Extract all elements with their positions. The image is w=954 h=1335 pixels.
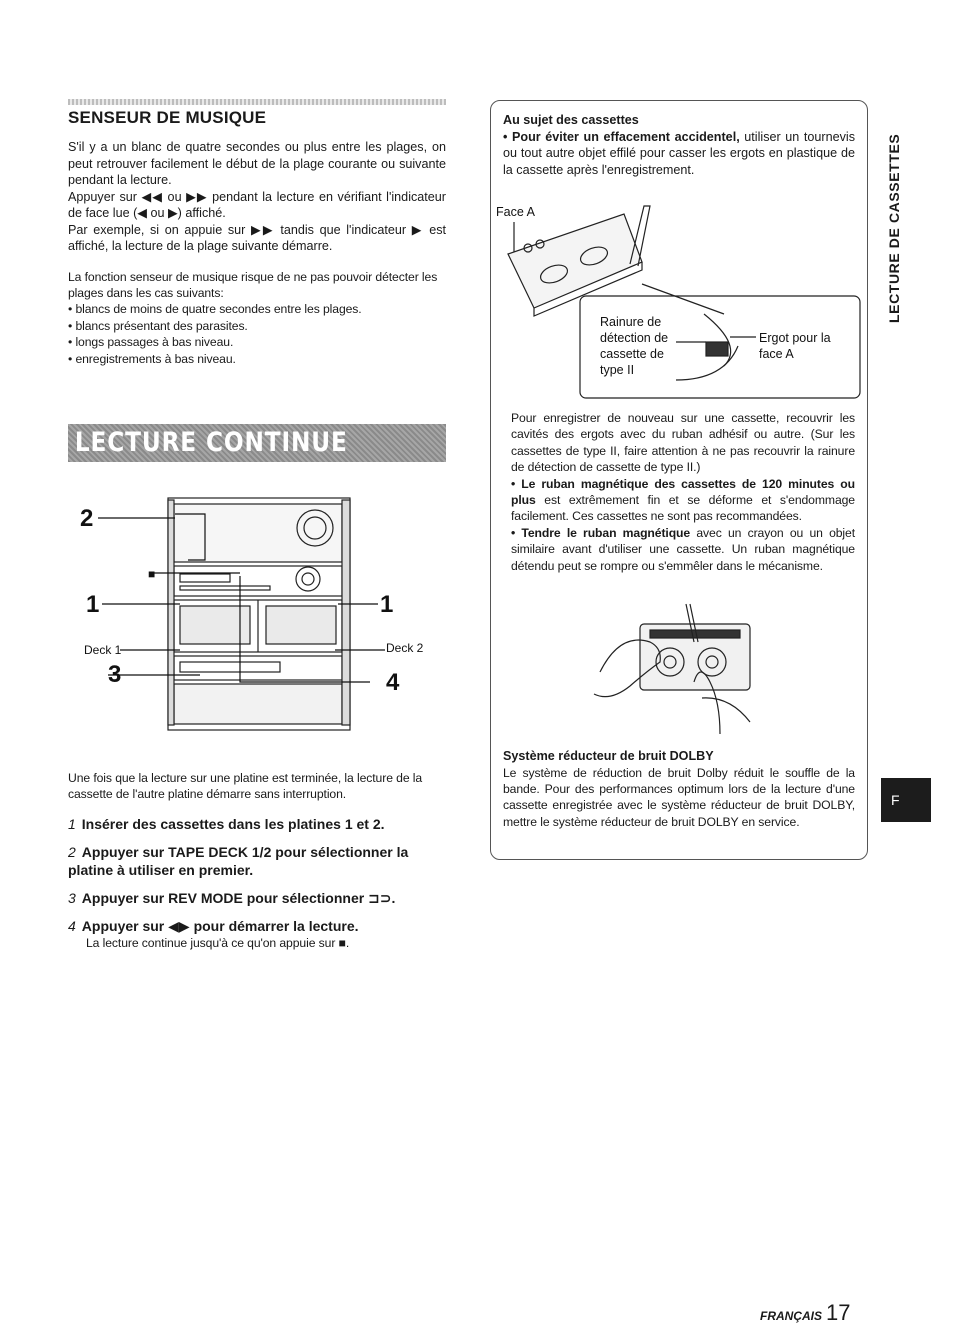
- cassettes-bullet-1: [503, 129, 855, 179]
- lecture-body: [68, 770, 446, 951]
- step-2-num: 2: [68, 843, 76, 860]
- senseur-p4: La fonction senseur de musique risque de ne pas pouvoir détecter les plages dans les cas suivants:: [68, 269, 438, 300]
- label-deck-1: Deck 1: [84, 643, 122, 657]
- cassettes-notes: [511, 410, 855, 574]
- cassettes-bullet-1-bold: • Pour éviter un effacement accidentel,: [503, 129, 740, 144]
- callout-stop: ■: [148, 567, 156, 581]
- cassettes-content: [503, 112, 855, 178]
- label-face-a: Face A: [496, 205, 535, 219]
- step-2: [68, 843, 446, 879]
- footer-language: FRANÇAIS: [760, 1309, 822, 1323]
- cassette-diagram: [494, 196, 864, 401]
- step-4: [68, 917, 446, 935]
- step-3-text: Appuyer sur REV MODE pour sélectionner ⊐⊃.: [81, 889, 396, 906]
- callout-3: 3: [108, 661, 122, 688]
- cassettes-bullet-2-text: est extrêmement fin et se déforme et s'endommage facilement. Ces cassettes ne sont pas recommandées.: [511, 493, 855, 524]
- cassettes-bullet-3-text: avec un crayon ou un objet similaire avant d'utiliser une cassette. Un ruban magnétique détendu peut se rompre ou s'emmêler dans le mécanisme.: [511, 525, 855, 573]
- ergot-line-1: Ergot pour la: [759, 331, 831, 345]
- rainure-line-3: cassette de: [600, 347, 664, 361]
- banner-wrap: [68, 424, 446, 462]
- callout-4: 4: [386, 669, 400, 696]
- dolby-title: Système réducteur de bruit DOLBY: [503, 749, 714, 763]
- dolby-text: Le système de réduction de bruit Dolby réduit le souffle de la bande. Pour des performances optimum lors de la lecture d'une cassette enregistrée avec le système réducteur de bruit DOLBY, mettre le système réducteur de bruit DOLBY en service.: [503, 765, 855, 829]
- step-3-num: 3: [68, 889, 76, 906]
- top-rule: [68, 99, 446, 105]
- step-1-text: Insérer des cassettes dans les platines 1 et 2.: [81, 815, 385, 832]
- rainure-line-1: Rainure de: [600, 315, 662, 329]
- hand-cassette-illustration: [590, 602, 770, 742]
- ergot-line-2: face A: [759, 347, 794, 361]
- dolby-section: [503, 748, 855, 830]
- step-3: [68, 889, 446, 907]
- rainure-line-4: type II: [600, 363, 635, 377]
- cassettes-record-note: Pour enregistrer de nouveau sur une cassette, recouvrir les cavités des ergots avec du ruban adhésif ou autre. (Sur les cassettes de type II, faire attention à ne pas recouvrir la rainure de détection de cassette de type II.): [511, 411, 855, 475]
- senseur-p2: Appuyer sur ◀◀ ou ▶▶ pendant la lecture en vérifiant l'indicateur de face lue (◀ ou ▶) affiché.: [68, 189, 446, 220]
- callout-2: 2: [80, 505, 94, 532]
- senseur-bullet-4: • enregistrements à bas niveau.: [68, 351, 236, 366]
- page-footer: [760, 1300, 870, 1326]
- page-number: 17: [826, 1300, 851, 1325]
- step-1: [68, 815, 446, 833]
- cassettes-bullet-2: [511, 476, 855, 525]
- step-2-text: Appuyer sur TAPE DECK 1/2 pour sélectionner la platine à utiliser en premier.: [68, 843, 409, 878]
- cassettes-bullet-1-text: utiliser un tournevis ou tout autre objet effilé pour casser les ergots en plastique de la cassette après l'enregistrement.: [503, 129, 856, 177]
- cassettes-title: Au sujet des cassettes: [503, 113, 639, 127]
- side-label: LECTURE DE CASSETTES: [886, 133, 902, 323]
- step-4-text: Appuyer sur ◀▶ pour démarrer la lecture.: [81, 917, 359, 934]
- callout-1-right: 1: [380, 591, 394, 618]
- senseur-bullet-2: • blancs présentant des parasites.: [68, 318, 248, 333]
- cassettes-bullet-2-bold: • Le ruban magnétique des cassettes de 120 minutes ou plus: [511, 476, 855, 508]
- callout-1-left: 1: [86, 591, 100, 618]
- side-tab-language: F: [881, 778, 931, 822]
- step-4-num: 4: [68, 917, 76, 934]
- senseur-body: [68, 139, 446, 367]
- senseur-bullet-3: • longs passages à bas niveau.: [68, 335, 234, 350]
- lecture-intro: Une fois que la lecture sur une platine est terminée, la lecture de la cassette de l'autre platine démarre sans interruption.: [68, 771, 423, 802]
- cassettes-bullet-3: [511, 525, 855, 574]
- senseur-p3: Par exemple, si on appuie sur ▶▶ tandis que l'indicateur ▶ est affiché, la lecture de la plage suivante démarre.: [68, 222, 446, 253]
- senseur-p1: S'il y a un blanc de quatre secondes ou plus entre les plages, on peut retrouver facilement le début de la plage courante ou suivante pendant la lecture.: [68, 140, 446, 187]
- senseur-bullet-1: • blancs de moins de quatre secondes entre les plages.: [68, 302, 362, 317]
- section-title-senseur: SENSEUR DE MUSIQUE: [68, 108, 267, 127]
- label-deck-2: Deck 2: [386, 641, 424, 655]
- rainure-line-2: détection de: [600, 331, 669, 345]
- cassettes-bullet-3-bold: • Tendre le ruban magnétique: [511, 525, 691, 540]
- step-4-note: La lecture continue jusqu'à ce qu'on appuie sur ■.: [86, 935, 350, 950]
- step-1-num: 1: [68, 815, 76, 832]
- section-banner-lecture: LECTURE CONTINUE: [74, 427, 348, 458]
- stereo-diagram: [80, 490, 440, 740]
